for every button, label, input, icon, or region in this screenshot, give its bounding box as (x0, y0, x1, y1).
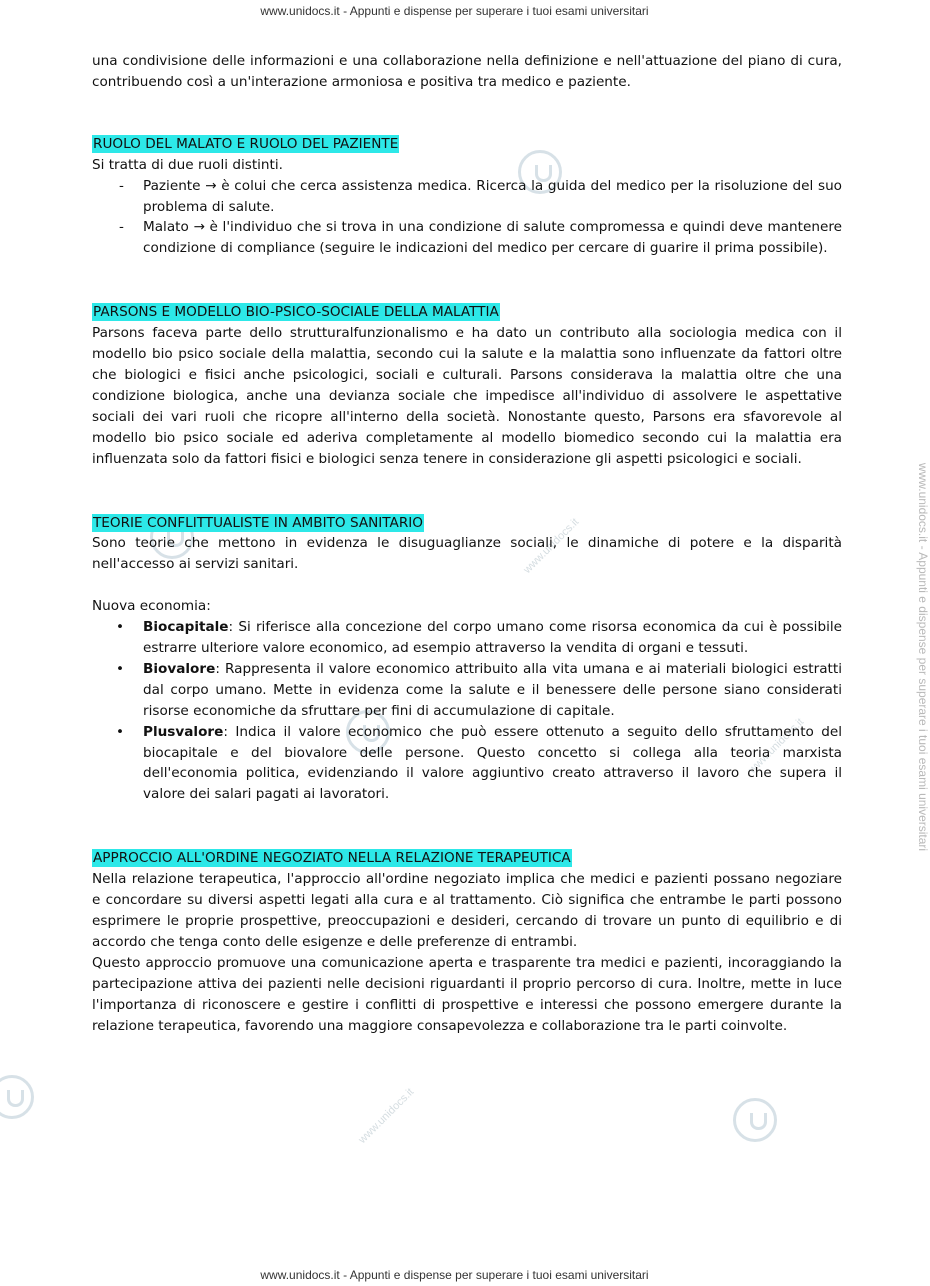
section-heading: PARSONS E MODELLO BIO-PSICO-SOCIALE DELLA MALATTIA (93, 304, 499, 321)
term: Plusvalore (143, 723, 224, 740)
paragraph: Nuova economia: (92, 598, 211, 615)
watermark-url: www.unidocs.it (746, 716, 807, 776)
document-body (92, 51, 842, 1036)
section-heading: TEORIE CONFLITTUALISTE IN AMBITO SANITARIO (93, 514, 424, 531)
definition: : Indica il valore economico che può essere ottenuto a seguito dello sfruttamento del biocapitale e del biovalore delle persone. Questo concetto si collega alla teoria marxista dell'economia politica, evidenziando il valore aggiuntivo creato attraverso il lavoro che supera il valore dei salari pagati ai lavoratori. (143, 723, 842, 803)
paragraph: Sono teorie che mettono in evidenza le disuguaglianze sociali, le dinamiche di potere e la disparità nell'accesso ai servizi sanitari. (92, 535, 842, 573)
term: Biovalore (143, 660, 216, 677)
page-footer: www.unidocs.it - Appunti e dispense per superare i tuoi esami universitari (260, 1268, 649, 1282)
intro-paragraph: una condivisione delle informazioni e una collaborazione nella definizione e nell'attuazione del piano di cura, contribuendo così a un'interazione armoniosa e positiva tra medico e paziente. (92, 53, 842, 90)
unidocs-logo-watermark (0, 1075, 34, 1119)
watermark-url: www.unidocs.it (356, 1086, 417, 1146)
definition: : Rappresenta il valore economico attribuito alla vita umana e ai materiali biologici estratti dal corpo umano. Mette in evidenza come la salute e il benessere delle persone siano considerati risorse economiche da sfruttare per fini di accumulazione di capitale. (143, 660, 842, 719)
side-watermark-right: www.unidocs.it - Appunti e dispense per superare i tuoi esami universitari (916, 462, 930, 852)
paragraph: Questo approccio promuove una comunicazione aperta e trasparente tra medici e pazienti, incoraggiando la partecipazione attiva dei pazienti nelle decisioni riguardanti il proprio percorso di cura. Inoltre, mette in luce l'importanza di riconoscere e gestire i conflitti di prospettive e interessi che possono emergere durante la relazione terapeutica, favorendo una maggiore consapevolezza e collaborazione tra le parti coinvolte. (92, 954, 842, 1034)
section-heading: RUOLO DEL MALATO E RUOLO DEL PAZIENTE (93, 135, 399, 152)
paragraph: Si tratta di due ruoli distinti. (92, 156, 283, 173)
paragraph: Parsons faceva parte dello strutturalfunzionalismo e ha dato un contributo alla sociologia medica con il modello bio psico sociale della malattia, secondo cui la salute e la malattia sono influenzate da fattori oltre che biologici e fisici anche psicologici, sociali e culturali. Parsons considerava la malattia oltre che una condizione biologica, anche una devianza sociale che impedisce all'individuo di assolvere le aspettative sociali dei vari ruoli che ricopre all'interno della società. Nonostante questo, Parsons era sfavorevole al modello bio psico sociale ed aderiva completamente al modello biomedico secondo cui la malattia era influenzata solo da fattori fisici e biologici senza tenere in considerazione gli aspetti psicologici e sociali. (92, 325, 842, 467)
list-item: - Malato → è l'individuo che si trova in una condizione di salute compromessa e quindi deve mantenere condizione di compliance (seguire le indicazioni del medico per cercare di guarire il prima possibile). (92, 217, 842, 259)
unidocs-logo-watermark (733, 1098, 777, 1142)
watermark-url: www.unidocs.it (521, 516, 582, 576)
page-header: www.unidocs.it - Appunti e dispense per superare i tuoi esami universitari (260, 4, 649, 18)
list-item (92, 722, 842, 806)
paragraph: Nella relazione terapeutica, l'approccio all'ordine negoziato implica che medici e pazienti possano negoziare e concordare su diversi aspetti legati alla cura e al trattamento. Ciò significa che entrambe le parti possono esprimere le proprie prospettive, preoccupazioni e desideri, cercando di trovare un punto di equilibrio e di accordo che tenga conto delle esigenze e delle preferenze di entrambi. (92, 871, 842, 950)
bullet-list (92, 617, 842, 805)
term: Biocapitale (143, 619, 229, 636)
list-item (92, 659, 842, 722)
list-item: - Paziente → è colui che cerca assistenza medica. Ricerca la guida del medico per la risoluzione del suo problema di salute. (92, 176, 842, 218)
dash-list (92, 176, 842, 260)
definition: : Si riferisce alla concezione del corpo umano come risorsa economica da cui è possibile estrarre ulteriore valore economico, ad esempio attraverso la vendita di organi e tessuti. (143, 619, 842, 657)
list-item (92, 617, 842, 659)
section-heading: APPROCCIO ALL'ORDINE NEGOZIATO NELLA RELAZIONE TERAPEUTICA (93, 850, 571, 867)
